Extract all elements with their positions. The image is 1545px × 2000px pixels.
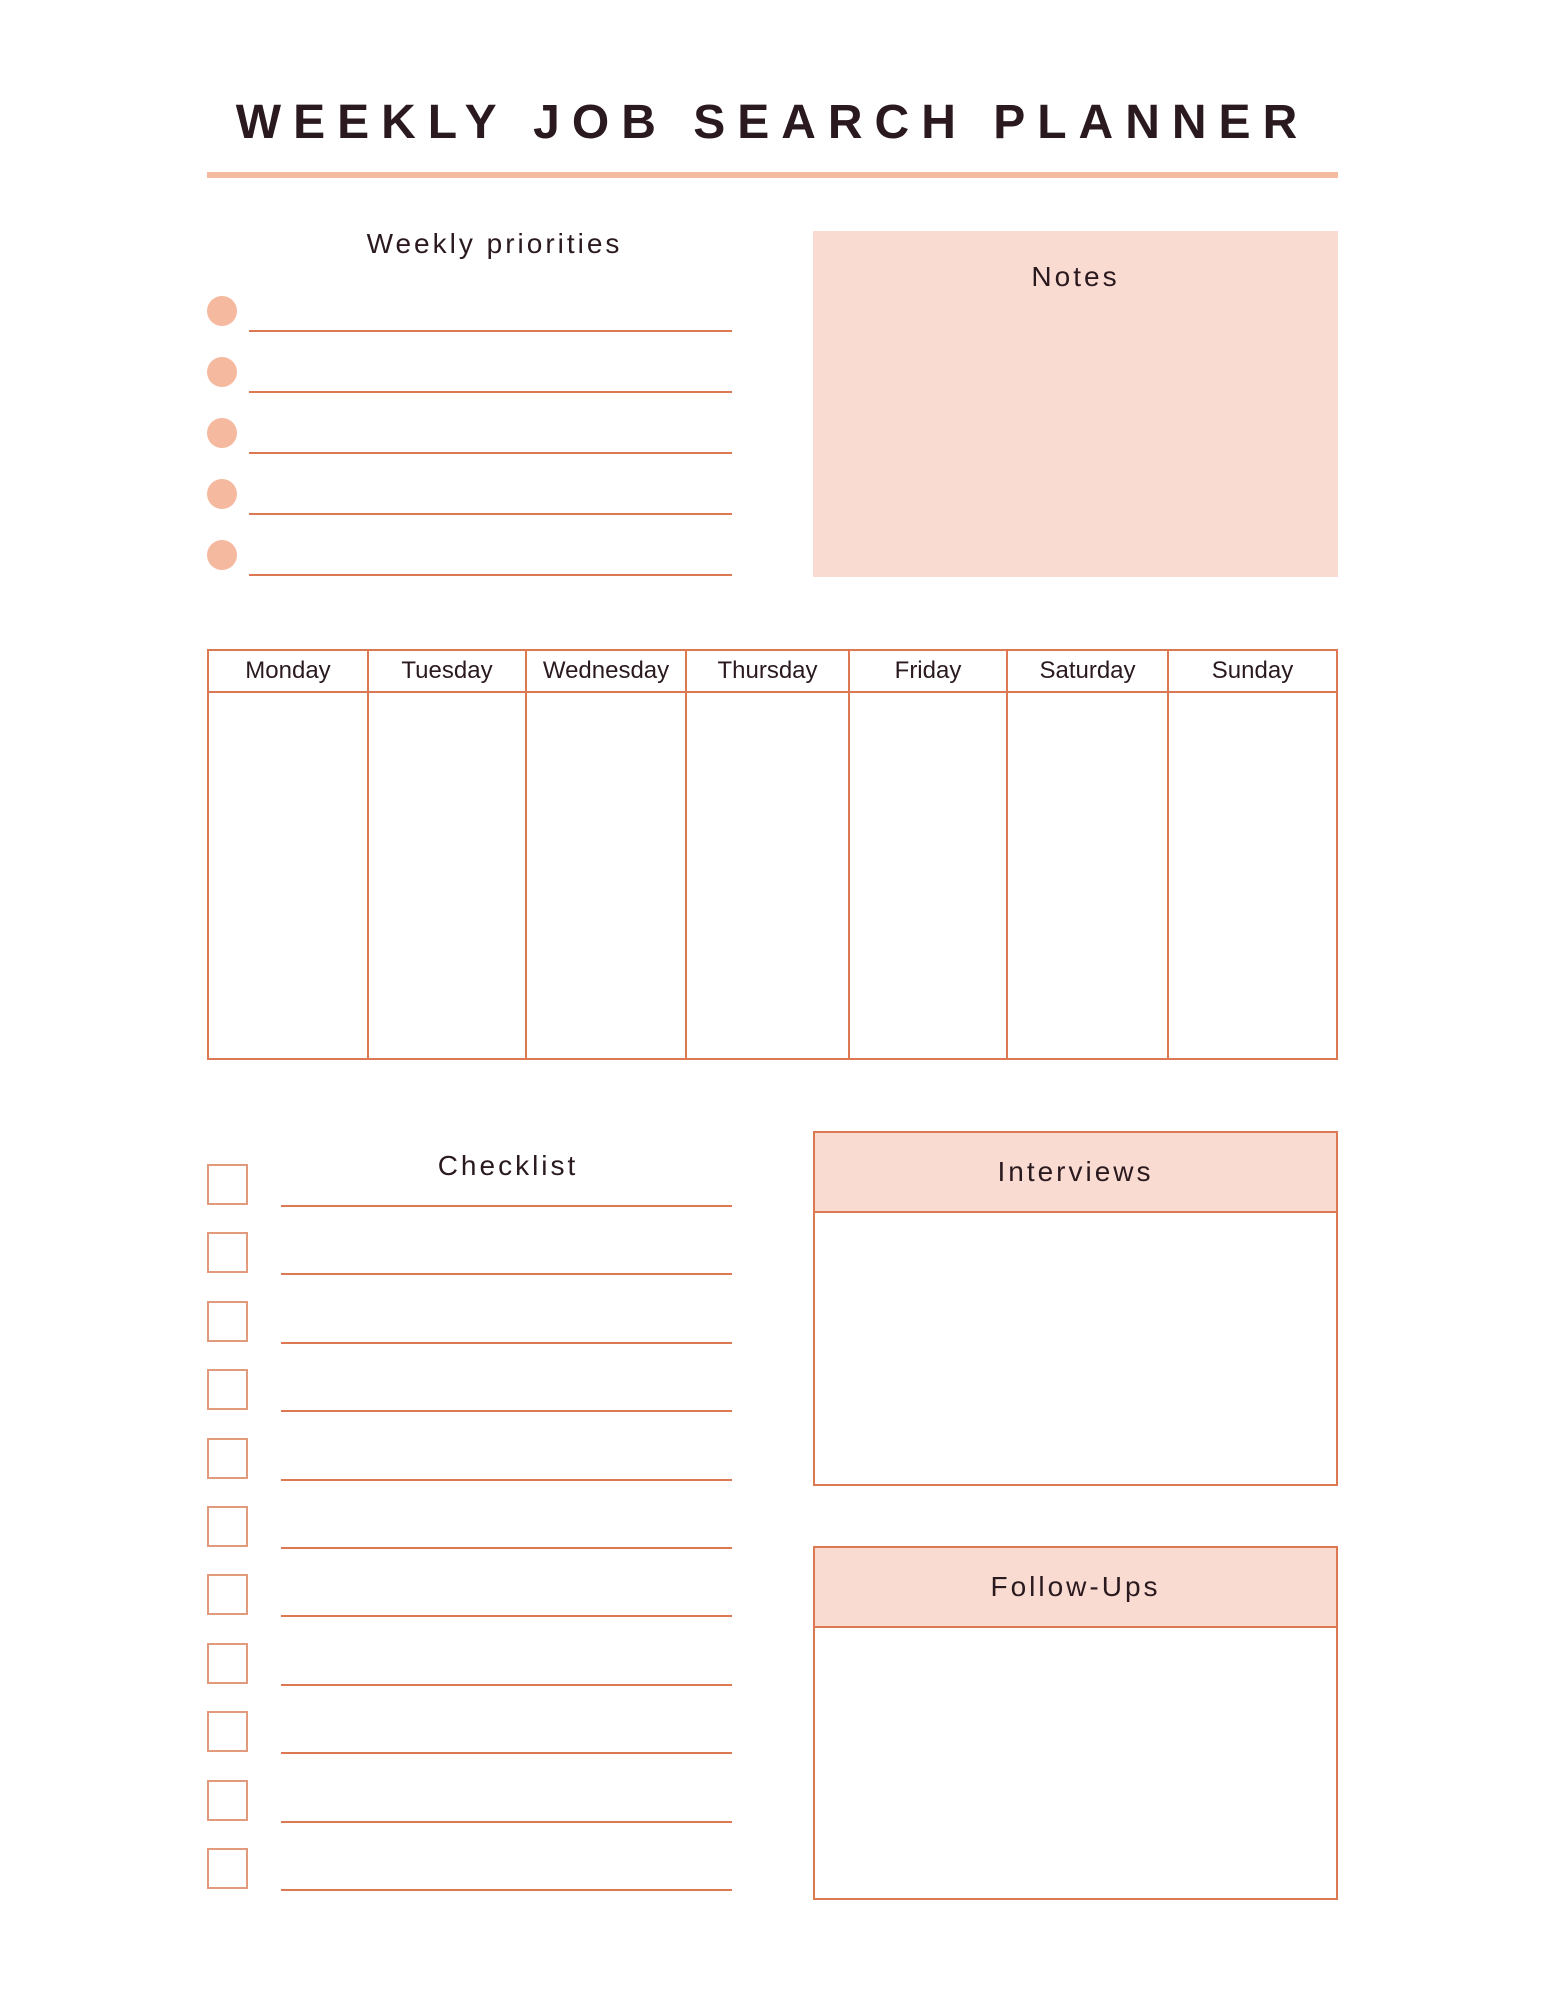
followups-panel xyxy=(813,1546,1338,1900)
priority-write-line[interactable] xyxy=(249,574,732,576)
interviews-panel xyxy=(813,1131,1338,1486)
day-cell-monday[interactable] xyxy=(209,693,367,1058)
checklist-checkbox[interactable] xyxy=(207,1301,248,1342)
checklist-write-line[interactable] xyxy=(281,1752,732,1754)
day-column-tuesday xyxy=(369,651,527,1058)
checklist-write-line[interactable] xyxy=(281,1615,732,1617)
checklist-checkbox[interactable] xyxy=(207,1643,248,1684)
checklist-checkbox[interactable] xyxy=(207,1438,248,1479)
checklist-write-line[interactable] xyxy=(281,1479,732,1481)
checklist-write-line[interactable] xyxy=(281,1273,732,1275)
checklist-checkbox[interactable] xyxy=(207,1369,248,1410)
day-header-wednesday: Wednesday xyxy=(527,651,685,693)
notes-box[interactable] xyxy=(813,231,1338,577)
checklist-checkbox[interactable] xyxy=(207,1848,248,1889)
interviews-writing-area[interactable] xyxy=(815,1213,1336,1484)
page-title: WEEKLY JOB SEARCH PLANNER xyxy=(235,96,1310,149)
day-cell-friday[interactable] xyxy=(850,693,1006,1058)
checklist-write-line[interactable] xyxy=(281,1547,732,1549)
followups-heading: Follow-Ups xyxy=(815,1548,1336,1628)
day-header-tuesday: Tuesday xyxy=(369,651,525,693)
checklist-checkbox[interactable] xyxy=(207,1780,248,1821)
day-column-thursday xyxy=(687,651,850,1058)
day-header-thursday: Thursday xyxy=(687,651,848,693)
priority-bullet-icon xyxy=(207,418,237,448)
priority-bullet-icon xyxy=(207,296,237,326)
checklist-write-line[interactable] xyxy=(281,1889,732,1891)
priority-write-line[interactable] xyxy=(249,330,732,332)
day-column-wednesday xyxy=(527,651,687,1058)
day-header-monday: Monday xyxy=(209,651,367,693)
checklist-checkbox[interactable] xyxy=(207,1506,248,1547)
week-table xyxy=(207,649,1338,1060)
checklist-checkbox[interactable] xyxy=(207,1232,248,1273)
day-cell-sunday[interactable] xyxy=(1169,693,1336,1058)
priority-bullet-icon xyxy=(207,479,237,509)
priority-bullet-icon xyxy=(207,540,237,570)
followups-writing-area[interactable] xyxy=(815,1628,1336,1898)
day-header-friday: Friday xyxy=(850,651,1006,693)
interviews-heading: Interviews xyxy=(815,1133,1336,1213)
day-column-monday xyxy=(209,651,369,1058)
checklist-checkbox[interactable] xyxy=(207,1711,248,1752)
notes-heading: Notes xyxy=(1031,261,1120,292)
checklist-write-line[interactable] xyxy=(281,1684,732,1686)
day-column-saturday xyxy=(1008,651,1169,1058)
day-header-saturday: Saturday xyxy=(1008,651,1167,693)
priority-write-line[interactable] xyxy=(249,391,732,393)
priority-write-line[interactable] xyxy=(249,513,732,515)
day-cell-tuesday[interactable] xyxy=(369,693,525,1058)
day-cell-thursday[interactable] xyxy=(687,693,848,1058)
day-column-sunday xyxy=(1169,651,1336,1058)
priorities-heading: Weekly priorities xyxy=(366,228,623,259)
checklist-write-line[interactable] xyxy=(281,1821,732,1823)
checklist-write-line[interactable] xyxy=(281,1205,732,1207)
checklist-write-line[interactable] xyxy=(281,1342,732,1344)
priority-bullet-icon xyxy=(207,357,237,387)
checklist-checkbox[interactable] xyxy=(207,1574,248,1615)
day-cell-wednesday[interactable] xyxy=(527,693,685,1058)
checklist-write-line[interactable] xyxy=(281,1410,732,1412)
day-cell-saturday[interactable] xyxy=(1008,693,1167,1058)
checklist-heading: Checklist xyxy=(437,1150,579,1181)
priority-write-line[interactable] xyxy=(249,452,732,454)
day-header-sunday: Sunday xyxy=(1169,651,1336,693)
title-divider xyxy=(207,172,1338,178)
day-column-friday xyxy=(850,651,1008,1058)
checklist-checkbox[interactable] xyxy=(207,1164,248,1205)
